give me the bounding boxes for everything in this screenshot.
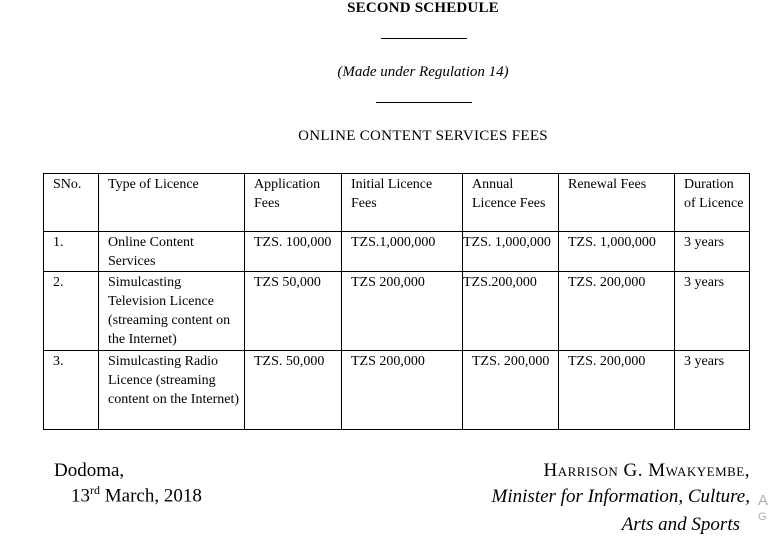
signer-title-line2: Arts and Sports [621,514,740,535]
heading-underline [381,38,467,39]
date-ordinal-suffix: rd [90,483,100,497]
fees-table [43,173,750,430]
cell-annual-fee: TZS. 1,000,000 [463,232,559,272]
cell-sno: 3. [44,351,99,430]
cell-sno: 2. [44,272,99,351]
cell-licence-type: Simulcasting Radio Licence (streaming content on the Internet) [99,351,245,430]
header-application-fees: Application Fees [245,174,342,232]
table-row [44,272,750,351]
cell-application-fee: TZS. 100,000 [245,232,342,272]
cell-initial-fee: TZS 200,000 [342,351,463,430]
signer-name: Harrison G. Mwakyembe, [543,460,750,481]
regulation-subtitle: (Made under Regulation 14) [337,64,509,80]
table-row [44,351,750,430]
table-header-row [44,174,750,232]
date-day: 13 [71,485,90,507]
cell-application-fee: TZS 50,000 [245,272,342,351]
cell-licence-type: Simulcasting Television Licence (streaming content on the Internet) [99,272,245,351]
header-annual-licence-fees: Annual Licence Fees [463,174,559,232]
header-sno: SNo. [44,174,99,232]
cell-initial-fee: TZS.1,000,000 [342,232,463,272]
cell-duration: 3 years [675,232,750,272]
cell-licence-type: Online Content Services [99,232,245,272]
subtitle-underline [376,102,472,103]
watermark-line1: A [758,492,768,509]
schedule-heading: SECOND SCHEDULE [347,0,499,16]
cell-application-fee: TZS. 50,000 [245,351,342,430]
cell-annual-fee: TZS.200,000 [463,272,559,351]
header-renewal-fees: Renewal Fees [559,174,675,232]
cell-initial-fee: TZS 200,000 [342,272,463,351]
header-initial-licence-fees: Initial Licence Fees [342,174,463,232]
header-duration: Duration of Licence [675,174,750,232]
cell-duration: 3 years [675,351,750,430]
signer-title-line1: Minister for Information, Culture, [491,486,750,507]
cell-annual-fee: TZS. 200,000 [463,351,559,430]
date-month-year: March, 2018 [100,485,202,507]
cell-renewal-fee: TZS. 1,000,000 [559,232,675,272]
cell-renewal-fee: TZS. 200,000 [559,351,675,430]
table-row [44,232,750,272]
signing-place: Dodoma, [54,460,125,481]
cell-sno: 1. [44,232,99,272]
cell-renewal-fee: TZS. 200,000 [559,272,675,351]
watermark-line2: G [758,511,767,523]
header-type-of-licence: Type of Licence [99,174,245,232]
signing-date [71,483,202,507]
table-title: ONLINE CONTENT SERVICES FEES [298,128,548,144]
cell-duration: 3 years [675,272,750,351]
